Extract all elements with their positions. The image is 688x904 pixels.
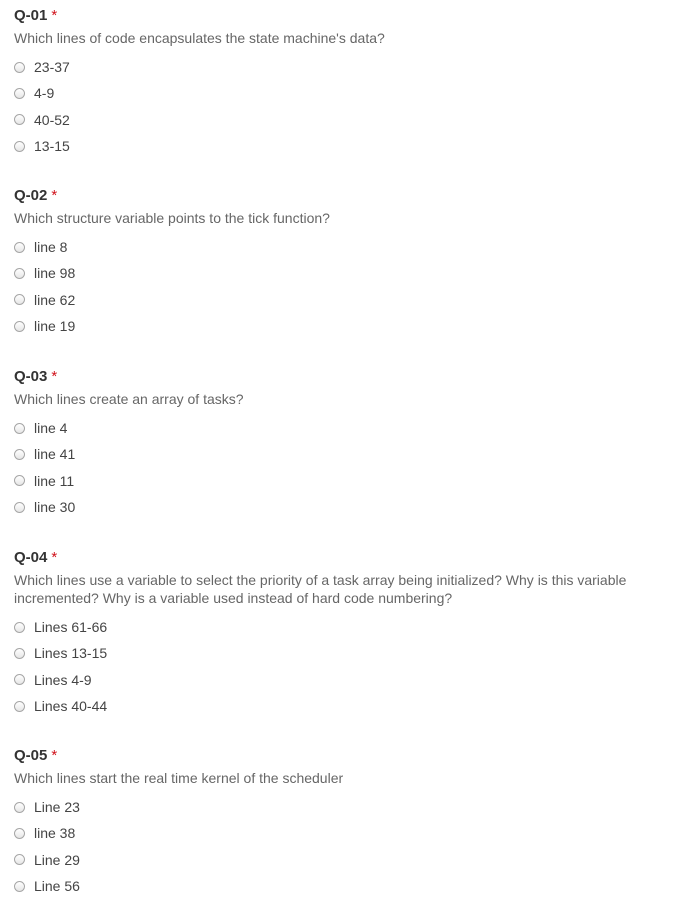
radio-option[interactable] [14,80,674,106]
radio-button[interactable] [14,622,25,633]
question-q04 [14,548,674,719]
radio-button[interactable] [14,62,25,73]
option-label: Lines 40-44 [34,698,108,715]
option-label: Lines 61-66 [34,619,108,636]
radio-option[interactable] [14,667,674,693]
radio-option[interactable] [14,415,674,441]
option-label: line 62 [34,291,76,308]
required-asterisk: * [51,747,58,764]
option-label: 23-37 [34,59,70,76]
option-label: 4-9 [34,85,55,102]
option-label: Line 56 [34,878,80,895]
radio-button[interactable] [14,141,25,152]
question-q01 [14,6,674,159]
radio-option[interactable] [14,794,674,820]
option-label: Lines 4-9 [34,671,92,688]
options-group [14,54,674,159]
radio-option[interactable] [14,693,674,719]
option-label: Lines 13-15 [34,645,108,662]
option-label: line 11 [34,472,75,489]
option-label: line 41 [34,446,76,463]
option-label: line 8 [34,239,68,256]
radio-option[interactable] [14,640,674,666]
radio-button[interactable] [14,502,25,513]
option-label: line 38 [34,825,76,842]
radio-button[interactable] [14,674,25,685]
question-q03 [14,367,674,520]
question-title: Q-01 [14,7,48,24]
radio-option[interactable] [14,54,674,80]
radio-button[interactable] [14,828,25,839]
radio-option[interactable] [14,468,674,494]
question-text: Which lines start the real time kernel of the scheduler [14,770,344,786]
radio-button[interactable] [14,114,25,125]
question-text: Which lines of code encapsulates the state machine's data? [14,30,385,46]
radio-option[interactable] [14,260,674,286]
option-label: line 30 [34,499,76,516]
option-label: 13-15 [34,138,70,155]
option-label: Line 23 [34,799,80,816]
radio-button[interactable] [14,881,25,892]
question-text: Which lines create an array of tasks? [14,391,244,407]
radio-option[interactable] [14,820,674,846]
option-label: 40-52 [34,111,70,128]
options-group [14,415,674,520]
options-group [14,234,674,339]
radio-button[interactable] [14,701,25,712]
radio-option[interactable] [14,614,674,640]
option-label: line 19 [34,318,76,335]
radio-option[interactable] [14,313,674,339]
question-title: Q-05 [14,747,48,764]
question-title: Q-04 [14,549,48,566]
question-q02 [14,186,674,339]
radio-button[interactable] [14,423,25,434]
radio-button[interactable] [14,802,25,813]
radio-button[interactable] [14,648,25,659]
radio-button[interactable] [14,854,25,865]
radio-option[interactable] [14,441,674,467]
required-asterisk: * [51,187,58,204]
question-text: Which lines use a variable to select the priority of a task array being initialized? Why is this variable incremented? Why is a variable used instead of hard code numbering? [14,572,627,606]
question-q05 [14,746,674,899]
radio-option[interactable] [14,133,674,159]
radio-button[interactable] [14,242,25,253]
option-label: line 98 [34,265,76,282]
radio-option[interactable] [14,107,674,133]
radio-button[interactable] [14,268,25,279]
radio-button[interactable] [14,88,25,99]
options-group [14,614,674,719]
radio-option[interactable] [14,234,674,260]
radio-option[interactable] [14,494,674,520]
required-asterisk: * [51,549,58,566]
radio-button[interactable] [14,294,25,305]
option-label: Line 29 [34,851,80,868]
question-text: Which structure variable points to the tick function? [14,210,330,226]
required-asterisk: * [51,368,58,385]
radio-button[interactable] [14,321,25,332]
options-group [14,794,674,899]
question-title: Q-03 [14,368,48,385]
required-asterisk: * [51,7,58,24]
radio-button[interactable] [14,475,25,486]
radio-option[interactable] [14,287,674,313]
radio-option[interactable] [14,847,674,873]
radio-option[interactable] [14,873,674,899]
option-label: line 4 [34,420,68,437]
question-title: Q-02 [14,187,48,204]
radio-button[interactable] [14,449,25,460]
